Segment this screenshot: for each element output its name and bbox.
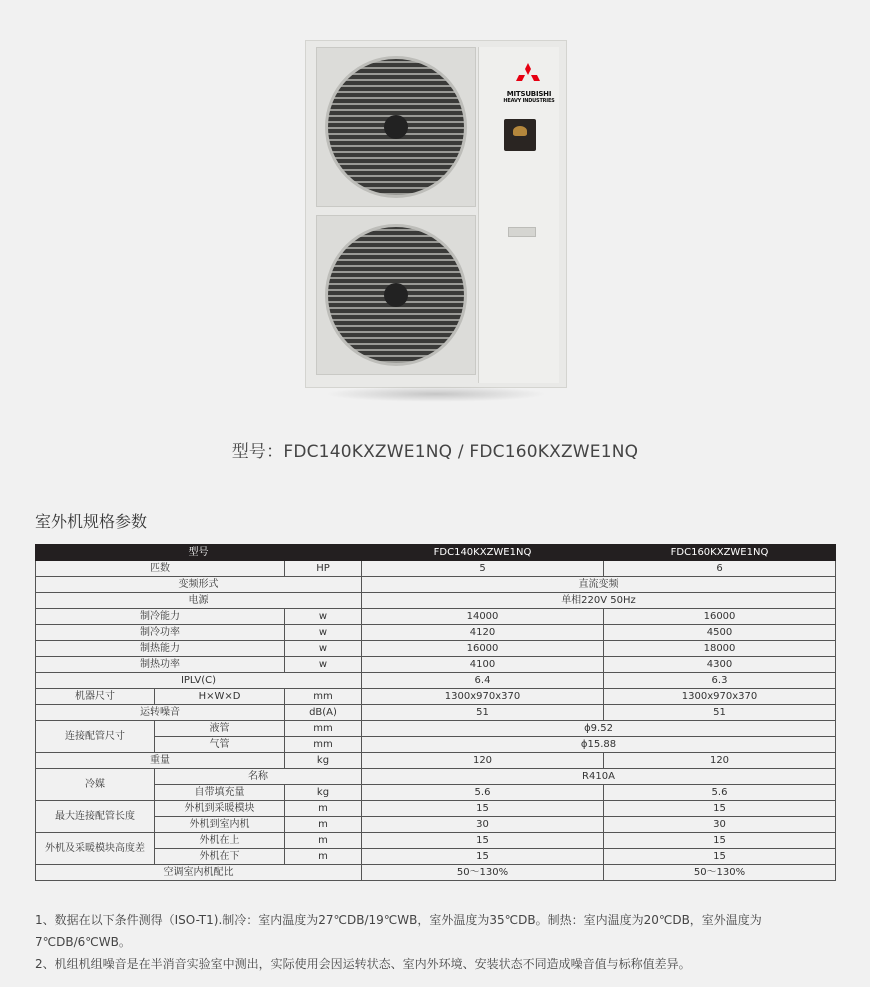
table-row <box>36 737 836 753</box>
table-header-row <box>36 545 836 561</box>
row-sublabel: 气管 <box>155 737 285 753</box>
cell-value: 直流变频 <box>362 577 836 593</box>
product-image <box>305 40 567 400</box>
row-sublabel: 自带填充量 <box>155 785 285 801</box>
cell-value: 120 <box>362 753 604 769</box>
product-badge-icon <box>504 119 536 151</box>
fan-panel-bottom <box>316 215 476 375</box>
row-label: 空调室内机配比 <box>36 865 362 881</box>
cell-value: 16000 <box>604 609 836 625</box>
row-unit: w <box>285 609 362 625</box>
outdoor-unit <box>305 40 567 388</box>
table-row <box>36 641 836 657</box>
row-unit: dB(A) <box>285 705 362 721</box>
cell-value: 4120 <box>362 625 604 641</box>
cell-value: 5 <box>362 561 604 577</box>
cell-value: 50～130% <box>362 865 604 881</box>
row-sublabel: 外机到室内机 <box>155 817 285 833</box>
cell-value: 5.6 <box>362 785 604 801</box>
cell-value: 15 <box>604 801 836 817</box>
shadow <box>325 386 547 402</box>
fan-panel-top <box>316 47 476 207</box>
cell-value: 6 <box>604 561 836 577</box>
row-label: 制热功率 <box>36 657 285 673</box>
row-label: 制冷能力 <box>36 609 285 625</box>
handle <box>508 227 536 237</box>
table-row <box>36 577 836 593</box>
table-row <box>36 609 836 625</box>
row-sublabel: 外机到采暖模块 <box>155 801 285 817</box>
row-label: 最大连接配管长度 <box>36 801 155 833</box>
table-row <box>36 625 836 641</box>
cell-value: 5.6 <box>604 785 836 801</box>
cell-value: 120 <box>604 753 836 769</box>
spec-table <box>35 544 836 881</box>
row-unit: m <box>285 833 362 849</box>
row-unit: mm <box>285 689 362 705</box>
row-unit: m <box>285 801 362 817</box>
row-sublabel: 外机在上 <box>155 833 285 849</box>
fan-grille-icon <box>325 56 467 198</box>
cell-value: R410A <box>362 769 836 785</box>
row-unit: w <box>285 641 362 657</box>
cell-value: 4500 <box>604 625 836 641</box>
footnote: 2、机组机组噪音是在半消音实验室中测出，实际使用会因运转状态、室内外环境、安装状态不同造成噪音值与标称值差异。 <box>35 957 691 971</box>
cell-value: 15 <box>604 833 836 849</box>
cell-value: 1300x970x370 <box>362 689 604 705</box>
cell-value: 15 <box>362 801 604 817</box>
cell-value: ϕ9.52 <box>362 721 836 737</box>
table-row <box>36 753 836 769</box>
footnote: 1、数据在以下条件测得（ISO-T1).制冷：室内温度为27℃DB/19℃WB，室外温度为35℃DB。制热：室内温度为20℃DB，室外温度为7℃DB/6℃WB。 <box>35 913 762 949</box>
row-unit: w <box>285 657 362 673</box>
table-row <box>36 689 836 705</box>
cell-value: 4300 <box>604 657 836 673</box>
row-label: 制热能力 <box>36 641 285 657</box>
mitsubishi-diamonds-icon <box>514 63 542 87</box>
table-row <box>36 833 836 849</box>
table-row <box>36 657 836 673</box>
cell-value: 51 <box>362 705 604 721</box>
row-sublabel: 液管 <box>155 721 285 737</box>
table-row <box>36 705 836 721</box>
cell-value: 6.4 <box>362 673 604 689</box>
row-sublabel: H×W×D <box>155 689 285 705</box>
table-row <box>36 817 836 833</box>
row-label: 运转噪音 <box>36 705 285 721</box>
row-label: 匹数 <box>36 561 285 577</box>
row-unit: kg <box>285 753 362 769</box>
row-label: 变频形式 <box>36 577 362 593</box>
row-label: 制冷功率 <box>36 625 285 641</box>
row-label: IPLV(C) <box>36 673 362 689</box>
footnotes <box>35 909 855 975</box>
cell-value: 15 <box>362 849 604 865</box>
cell-value: 18000 <box>604 641 836 657</box>
row-label: 重量 <box>36 753 285 769</box>
fan-grille-icon <box>325 224 467 366</box>
cell-value: 30 <box>362 817 604 833</box>
table-row <box>36 721 836 737</box>
cell-value: ϕ15.88 <box>362 737 836 753</box>
table-row <box>36 561 836 577</box>
cell-value: 4100 <box>362 657 604 673</box>
row-unit: HP <box>285 561 362 577</box>
cell-value: 30 <box>604 817 836 833</box>
cell-value: 1300x970x370 <box>604 689 836 705</box>
row-label: 电源 <box>36 593 362 609</box>
header-label: 型号 <box>36 545 362 561</box>
cell-value: 16000 <box>362 641 604 657</box>
row-label: 外机及采暖模块高度差 <box>36 833 155 865</box>
table-row <box>36 769 836 785</box>
brand-logo-text: MITSUBISHI HEAVY INDUSTRIES <box>503 90 555 104</box>
row-unit: m <box>285 817 362 833</box>
table-row <box>36 593 836 609</box>
model-title: 型号：FDC140KXZWE1NQ / FDC160KXZWE1NQ <box>231 442 639 462</box>
table-row <box>36 801 836 817</box>
table-row <box>36 785 836 801</box>
section-title: 室外机规格参数 <box>35 512 148 531</box>
cell-value: 15 <box>604 849 836 865</box>
cell-value: 14000 <box>362 609 604 625</box>
table-row <box>36 673 836 689</box>
cell-value: 51 <box>604 705 836 721</box>
header-model-1: FDC140KXZWE1NQ <box>362 545 604 561</box>
row-sublabel: 名称 <box>155 769 362 785</box>
cell-value: 单相220V 50Hz <box>362 593 836 609</box>
row-unit: mm <box>285 721 362 737</box>
table-row <box>36 865 836 881</box>
cell-value: 15 <box>362 833 604 849</box>
row-unit: m <box>285 849 362 865</box>
header-model-2: FDC160KXZWE1NQ <box>604 545 836 561</box>
cell-value: 6.3 <box>604 673 836 689</box>
row-sublabel: 外机在下 <box>155 849 285 865</box>
row-label: 机器尺寸 <box>36 689 155 705</box>
table-row <box>36 849 836 865</box>
row-label: 冷媒 <box>36 769 155 801</box>
cell-value: 50～130% <box>604 865 836 881</box>
row-unit: mm <box>285 737 362 753</box>
row-unit: kg <box>285 785 362 801</box>
row-label: 连接配管尺寸 <box>36 721 155 753</box>
row-unit: w <box>285 625 362 641</box>
